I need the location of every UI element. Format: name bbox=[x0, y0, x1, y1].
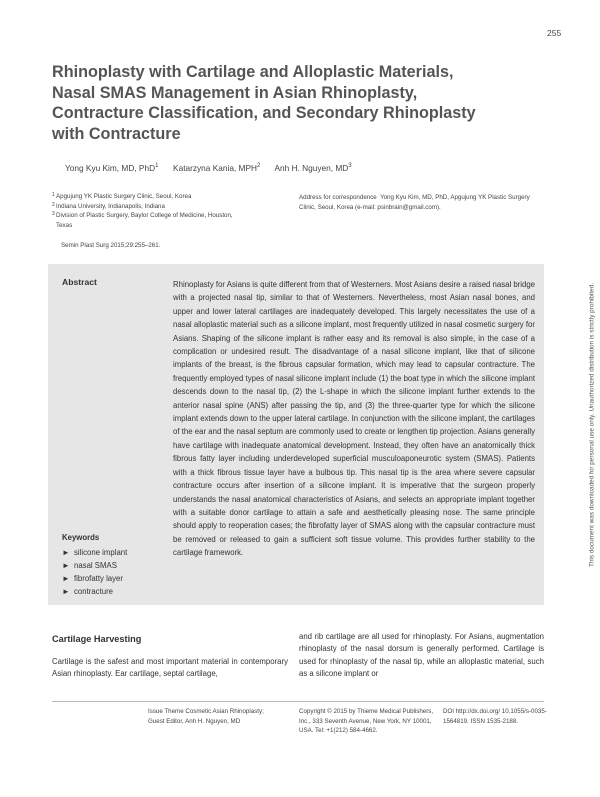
footer-copyright: Copyright © 2015 by Thieme Medical Publishers, Inc., 333 Seventh Avenue, New York, NY 10001, USA. Tel: +1(212) 584-4662. bbox=[299, 708, 434, 735]
keywords-heading: Keywords bbox=[62, 533, 100, 542]
correspondence-label: Address for correspondence bbox=[299, 194, 377, 201]
body-text-col2: and rib cartilage are all used for rhinoplasty. For Asians, augmentation rhinoplasty of the nasal dorsum is generally performed. Cartilage is used for rhinoplasty of the nasal tip, while an alloplastic material, such as a silicone implant or bbox=[299, 632, 544, 679]
keyword-item bbox=[62, 572, 127, 585]
author-name: Katarzyna Kania, MPH bbox=[173, 163, 257, 173]
abstract-body: Rhinoplasty for Asians is quite different from that of Westerners. Most Asians desire a raised nasal bridge with a projected nasal tip, similar to that of Westerners. Nevertheless, most Asian nasal bones, and upper and lower lateral cartilages are inadequately developed. This largely necessitates the use of a nasal alloplastic material such as a silicone implant, most frequently utilized in nasal cosmetic surgery for Asians. Shaping of the silicone implant is rather easy and its removal is also simple, in the case of a complication or undesired result. The disadvantage of a nasal silicone implant, like that of silicone implants of the breast, is the fibrous capsular formation, which may lead to capsular contracture. The frequently employed types of nasal silicone implant include (1) the boat type in which the silicone implant descends down to the nasal tip, (2) the L-shape in which the silicone implant further extends to the anterior nasal spine (ANS) after passing the tip, and (3) the three-quarter type for which the silicone implant extends down to the upper lateral cartilage. In conjunction with the silicone implant, the cartilages of the ear and the nasal septum are commonly used to create or lengthen tip projection. Asians generally have cartilage with inadequate anatomical development. Instead, they often have an anatomically thick fibrous fatty layer including underdeveloped superficial musculoaponeurotic system (SMAS). Patients with a thick fibrous tissue layer have a bulbous tip. This nasal tip is the area where severe capsular contracture occurs after insertion of a silicone implant. It is imperative that the surgeon properly understands the nasal anatomical characteristics of Asians, and selects an appropriate implant together with a suitable donor cartilage to attain a safe and aesthetically pleasing nose. The same principle should apply to reoperation cases; the fibrofatty layer of SMAS along with the capsular contracture must be removed or released to gain a sufficient soft tissue volume. This provides further stability to the cartilage framework. bbox=[173, 280, 536, 558]
author-sup: 2 bbox=[256, 163, 261, 170]
article-title: Rhinoplasty with Cartilage and Alloplastic Materials, Nasal SMAS Management in Asian Rhinoplasty, Contracture Classification, and Secondary Rhinoplasty with Contracture bbox=[52, 63, 476, 143]
author-line bbox=[65, 163, 352, 173]
affiliation-sup: 2 bbox=[52, 201, 55, 208]
keyword-item bbox=[62, 546, 127, 559]
affiliation-text: Apgujung YK Plastic Surgery Clinic, Seoul, Korea bbox=[56, 193, 192, 200]
keyword-text: silicone implant bbox=[74, 548, 128, 557]
author-sup: 1 bbox=[155, 163, 159, 170]
side-note-text: This document was downloaded for personal use only. Unauthorized distribution is strictly prohibited. bbox=[588, 282, 596, 568]
bullet-arrow-icon: ► bbox=[62, 574, 70, 583]
affiliation bbox=[52, 211, 282, 221]
body-text-col1: Cartilage is the safest and most important material in contemporary Asian rhinoplasty. Ear cartilage, septal cartilage, bbox=[52, 657, 288, 679]
footer-doi: DOI http://dx.doi.org/ 10.1055/s-0035-1564819. ISSN 1535-2188. bbox=[443, 708, 547, 725]
footer-divider bbox=[52, 701, 544, 702]
affiliation-sup: 3 bbox=[52, 211, 55, 218]
footer-issue: Issue Theme Cosmetic Asian Rhinoplasty; Guest Editor, Anh H. Nguyen, MD bbox=[148, 708, 264, 725]
keywords-list bbox=[62, 546, 127, 598]
correspondence-text: Yong Kyu Kim, MD, PhD, Apgujung YK Plastic Surgery Clinic, Seoul, Korea (e-mail: psinbrain@gmail.com). bbox=[299, 194, 530, 211]
citation: Semin Plast Surg 2015;29:255–261. bbox=[61, 242, 161, 249]
abstract-heading: Abstract bbox=[62, 277, 97, 287]
section-heading: Cartilage Harvesting bbox=[52, 634, 142, 644]
bullet-arrow-icon: ► bbox=[62, 561, 70, 570]
affiliation-cont: Texas bbox=[56, 221, 73, 229]
affiliation-text: Division of Plastic Surgery, Baylor College of Medicine, Houston, bbox=[56, 212, 233, 220]
side-note bbox=[585, 175, 599, 675]
keyword-text: contracture bbox=[74, 587, 114, 596]
affiliation bbox=[52, 192, 282, 202]
affiliations bbox=[52, 192, 282, 230]
keyword-item bbox=[62, 559, 127, 572]
keyword-item bbox=[62, 585, 127, 598]
bullet-arrow-icon: ► bbox=[62, 587, 70, 596]
author-name: Anh H. Nguyen, MD bbox=[274, 163, 349, 173]
affiliation bbox=[52, 202, 282, 212]
page-number: 255 bbox=[547, 28, 562, 38]
correspondence bbox=[299, 193, 544, 212]
author-sup: 3 bbox=[348, 163, 352, 170]
affiliation-sup: 1 bbox=[52, 192, 55, 198]
author-name: Yong Kyu Kim, MD, PhD bbox=[65, 163, 156, 173]
bullet-arrow-icon: ► bbox=[62, 548, 70, 557]
keyword-text: fibrofatty layer bbox=[74, 574, 123, 583]
affiliation-text: Indiana University, Indianapolis, Indiana bbox=[56, 202, 165, 210]
keyword-text: nasal SMAS bbox=[74, 561, 117, 570]
